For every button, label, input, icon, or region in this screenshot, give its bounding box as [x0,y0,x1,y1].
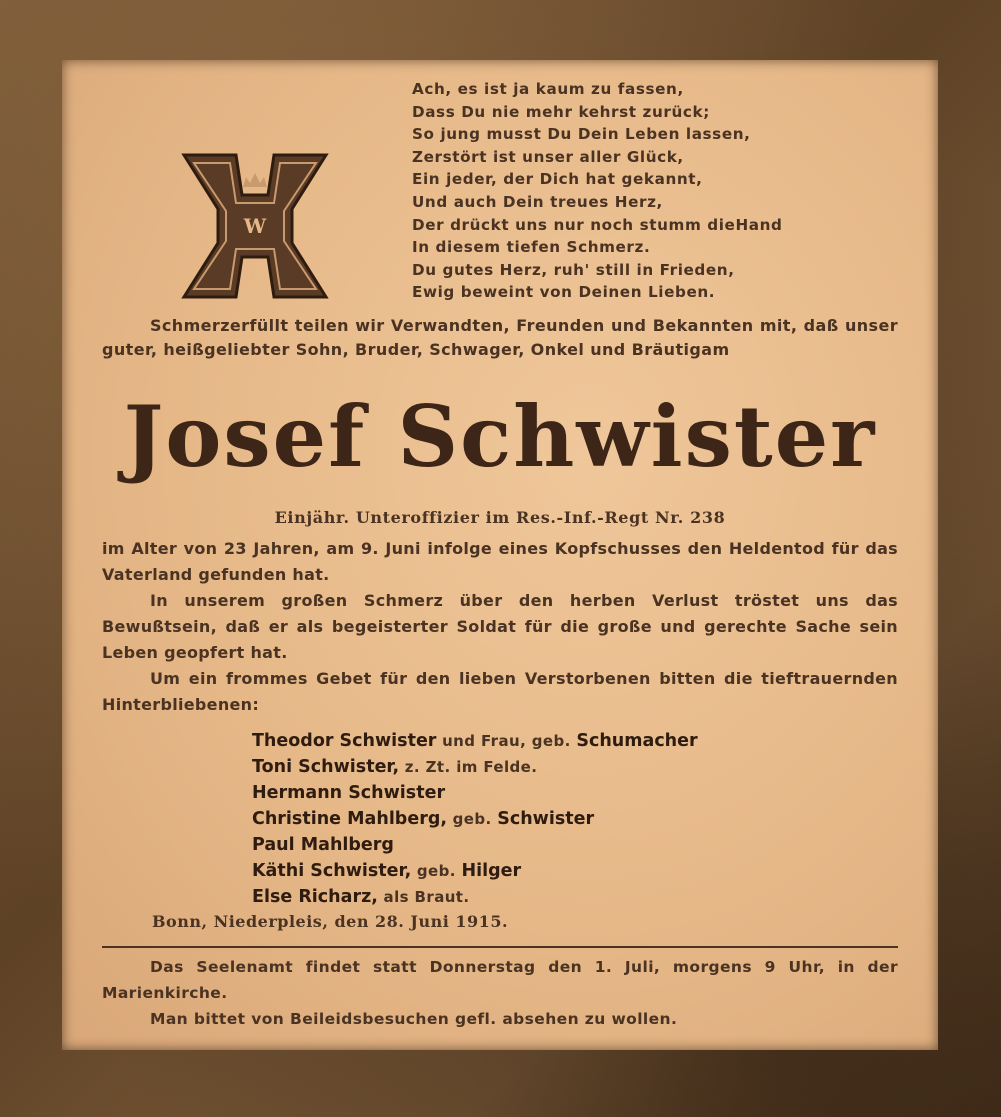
mourner-entry [252,728,912,754]
mourner-note: geb. [411,862,462,880]
poem-line: Du gutes Herz, ruh' still in Frieden, [412,260,735,279]
mourner-note: und Frau, geb. [436,732,577,750]
footer-paragraph: Das Seelenamt findet statt Donnerstag den 1. Juli, morgens 9 Uhr, in der Marienkirche. [102,958,898,1002]
poem-line: So jung musst Du Dein Leben lassen, [412,125,751,144]
mourner-name: Toni Schwister, [252,757,400,777]
mourner-entry [252,832,912,858]
body-paragraph: In unserem großen Schmerz über den herben Verlust tröstet uns das Bewußtsein, daß er als begeisterter Soldat für die große und gerechte Sache sein Leben geopfert hat. [102,591,898,662]
deceased-name: Josef Schwister [123,387,877,486]
poem-line: Dass Du nie mehr kehrst zurück; [412,102,710,121]
mourner-extra: Hilger [461,861,522,881]
mourner-note: als Braut. [377,888,470,906]
mourner-entry [252,858,912,884]
place-date: Bonn, Niederpleis, den 28. Juni 1915. [152,912,509,931]
cross-letter: W [243,214,267,238]
mourner-name: Else Richarz, [252,887,378,907]
poem-line: Zerstört ist unser aller Glück, [412,147,684,166]
mourner-extra: Schwister [497,809,595,829]
poem [412,78,872,304]
crown-icon [243,173,267,187]
mourner-name: Christine Mahlberg, [252,809,448,829]
poem-line: In diesem tiefen Schmerz. [412,238,651,257]
mourner-note: geb. [447,810,498,828]
poem-line: Ewig beweint von Deinen Lieben. [412,283,716,302]
cross-year: 1914 [243,274,267,284]
mourner-name: Theodor Schwister [252,731,437,751]
mourners-list [252,728,912,910]
mourner-entry [252,884,912,910]
military-rank: Einjähr. Unteroffizier im Res.-Inf.-Regt Nr. 238 [274,508,726,527]
body-paragraph: im Alter von 23 Jahren, am 9. Juni infolge eines Kopfschusses den Heldentod für das Vaterland gefunden hat. [102,539,898,584]
poem-line: Ein jeder, der Dich hat gekannt, [412,170,703,189]
body-text [102,536,898,718]
mourner-name: Hermann Schwister [252,783,446,803]
footer-text [102,954,898,1032]
mourner-entry [252,780,912,806]
poem-line: Und auch Dein treues Herz, [412,192,663,211]
mourner-entry [252,806,912,832]
poem-line: Ach, es ist ja kaum zu fassen, [412,80,684,98]
divider [102,946,898,948]
mourner-extra: Schumacher [576,731,698,751]
footer-paragraph: Man bittet von Beileidsbesuchen gefl. absehen zu wollen. [150,1010,678,1028]
obituary-notice [62,60,938,1050]
iron-cross-icon [180,120,330,332]
poem-line: Der drückt uns nur noch stumm dieHand [412,215,783,234]
mourner-name: Paul Mahlberg [252,835,394,855]
intro-text: Schmerzerfüllt teilen wir Verwandten, Freunden und Bekannten mit, daß unser guter, heißgeliebter Sohn, Bruder, Schwager, Onkel und Bräutigam [102,316,898,359]
mourner-note: z. Zt. im Felde. [399,758,538,776]
mourner-entry [252,754,912,780]
mourner-name: Käthi Schwister, [252,861,412,881]
body-paragraph: Um ein frommes Gebet für den lieben Verstorbenen bitten die tieftrauernden Hinterbliebenen: [102,669,898,714]
